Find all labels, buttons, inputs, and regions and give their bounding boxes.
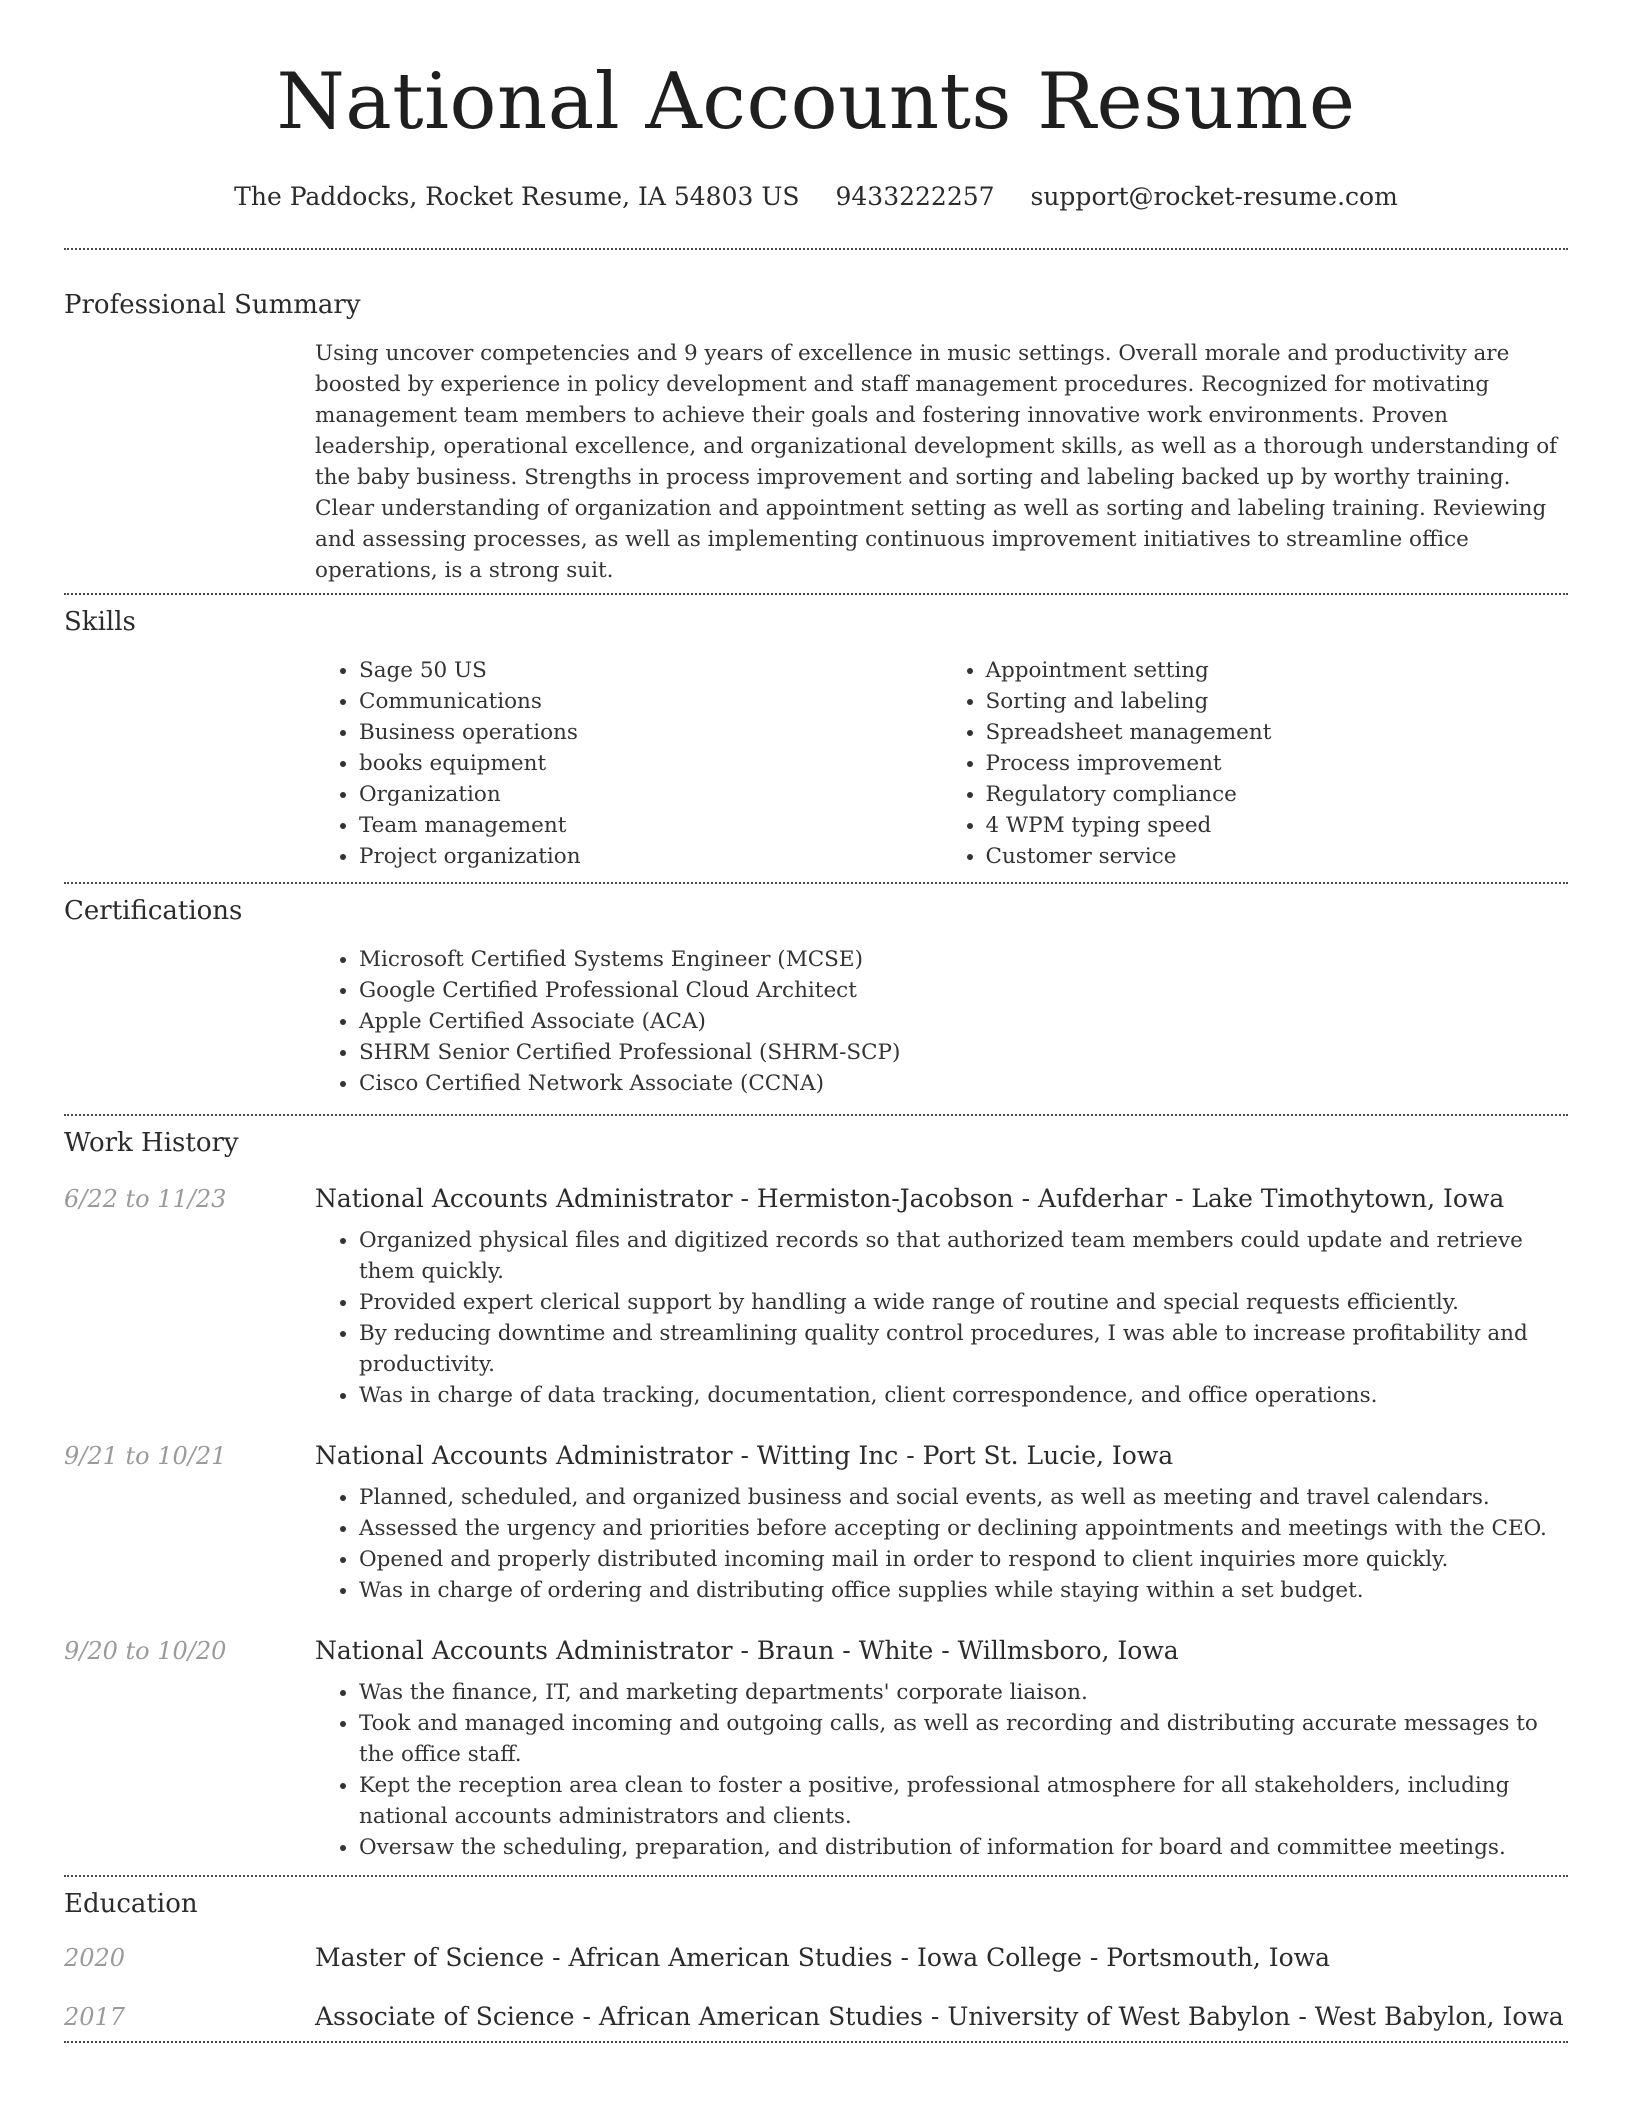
job-bullet: • By reducing downtime and streamlining quality control procedures, I was able to increase profitability and productivity. xyxy=(359,1318,1568,1380)
certification-item: • Microsoft Certified Systems Engineer (MCSE) xyxy=(359,944,1568,975)
divider xyxy=(64,1114,1568,1116)
section-title-work: Work History xyxy=(64,1128,239,1158)
job-bullets xyxy=(315,1677,1568,1863)
job-bullet: • Was in charge of ordering and distributing office supplies while staying within a set budget. xyxy=(359,1575,1568,1606)
job-header xyxy=(64,1636,1568,1665)
job-entry xyxy=(64,1636,1568,1863)
skill-item: • Regulatory compliance xyxy=(986,779,1569,810)
certifications-content xyxy=(315,944,1568,1099)
education-title: Master of Science - African American Studies - Iowa College - Portsmouth, Iowa xyxy=(315,1943,1331,1972)
education-title: Associate of Science - African American Studies - University of West Babylon - West Babylon, Iowa xyxy=(315,2002,1564,2031)
job-bullet: • Provided expert clerical support by handling a wide range of routine and special requests efficiently. xyxy=(359,1287,1568,1318)
skill-item: • Sorting and labeling xyxy=(986,686,1569,717)
job-bullet: • Opened and properly distributed incoming mail in order to respond to client inquiries more quickly. xyxy=(359,1544,1568,1575)
skill-item: • Appointment setting xyxy=(986,655,1569,686)
skills-list-left xyxy=(315,655,942,872)
resume-name: National Accounts Resume xyxy=(276,57,1356,147)
certifications-list xyxy=(315,944,1568,1099)
education-date: 2020 xyxy=(64,1944,126,1972)
certification-item: • Google Certified Professional Cloud Architect xyxy=(359,975,1568,1006)
section-title-summary: Professional Summary xyxy=(64,290,361,320)
job-header xyxy=(64,1184,1568,1213)
skill-item: • Customer service xyxy=(986,841,1569,872)
skill-item: • Team management xyxy=(359,810,942,841)
skill-item: • books equipment xyxy=(359,748,942,779)
job-bullets xyxy=(315,1225,1568,1411)
job-date: 9/20 to 10/20 xyxy=(64,1637,227,1665)
certification-item: • SHRM Senior Certified Professional (SHRM-SCP) xyxy=(359,1037,1568,1068)
skill-item: • Spreadsheet management xyxy=(986,717,1569,748)
job-bullets xyxy=(315,1482,1568,1606)
job-entry xyxy=(64,1184,1568,1411)
summary-text: Using uncover competencies and 9 years of excellence in music settings. Overall morale and productivity are boosted by experience in policy development and staff management procedures. Recognized for motivating management team members to achieve their goals and fostering innovative work environments. Proven leadership, operational excellence, and organizational development skills, as well as a thorough understanding of the baby business. Strengths in process improvement and sorting and labeling backed up by worthy training. Clear understanding of organization and appointment setting as well as sorting and labeling training. Reviewing and assessing processes, as well as implementing continuous improvement initiatives to streamline office operations, is a strong suit. xyxy=(315,341,1558,583)
skill-item: • 4 WPM typing speed xyxy=(986,810,1569,841)
divider xyxy=(64,882,1568,884)
divider xyxy=(64,593,1568,595)
skills-list-right xyxy=(942,655,1569,872)
summary-content xyxy=(315,338,1568,586)
section-title-education: Education xyxy=(64,1889,198,1919)
job-details xyxy=(315,1482,1568,1606)
job-bullet: • Assessed the urgency and priorities before accepting or declining appointments and meetings with the CEO. xyxy=(359,1513,1568,1544)
job-header xyxy=(64,1441,1568,1470)
divider xyxy=(64,1875,1568,1877)
contact-phone: 9433222257 xyxy=(835,182,995,211)
education-date: 2017 xyxy=(64,2003,126,2031)
job-details xyxy=(315,1225,1568,1411)
section-title-certifications: Certifications xyxy=(64,896,243,926)
skill-item: • Sage 50 US xyxy=(359,655,942,686)
certifications-section xyxy=(64,894,1568,1099)
skill-item: • Communications xyxy=(359,686,942,717)
skill-item: • Project organization xyxy=(359,841,942,872)
education-entry xyxy=(64,2002,1568,2031)
divider xyxy=(64,2041,1568,2043)
education-entry xyxy=(64,1943,1568,1972)
job-title: National Accounts Administrator - Witting Inc - Port St. Lucie, Iowa xyxy=(315,1441,1174,1470)
skills-grid xyxy=(315,655,1568,872)
skill-item: • Organization xyxy=(359,779,942,810)
job-title: National Accounts Administrator - Hermiston-Jacobson - Aufderhar - Lake Timothytown, Iowa xyxy=(315,1184,1505,1213)
job-bullet: • Was the finance, IT, and marketing departments' corporate liaison. xyxy=(359,1677,1568,1708)
job-bullet: • Was in charge of data tracking, documentation, client correspondence, and office operations. xyxy=(359,1380,1568,1411)
job-date: 9/21 to 10/21 xyxy=(64,1442,227,1470)
contact-line xyxy=(64,180,1568,214)
section-title-skills: Skills xyxy=(64,607,136,637)
job-bullet: • Oversaw the scheduling, preparation, and distribution of information for board and committee meetings. xyxy=(359,1832,1568,1863)
divider xyxy=(64,248,1568,250)
job-title: National Accounts Administrator - Braun - White - Willmsboro, Iowa xyxy=(315,1636,1179,1665)
contact-address: The Paddocks, Rocket Resume, IA 54803 US xyxy=(234,182,800,211)
job-bullet: • Planned, scheduled, and organized business and social events, as well as meeting and travel calendars. xyxy=(359,1482,1568,1513)
certification-item: • Apple Certified Associate (ACA) xyxy=(359,1006,1568,1037)
summary-section xyxy=(64,288,1568,586)
certification-item: • Cisco Certified Network Associate (CCNA) xyxy=(359,1068,1568,1099)
job-bullet: • Kept the reception area clean to foster a positive, professional atmosphere for all stakeholders, including national accounts administrators and clients. xyxy=(359,1770,1568,1832)
job-bullet: • Took and managed incoming and outgoing calls, as well as recording and distributing accurate messages to the office staff. xyxy=(359,1708,1568,1770)
skill-item: • Business operations xyxy=(359,717,942,748)
work-history-section xyxy=(64,1126,1568,1863)
skills-section xyxy=(64,605,1568,872)
skill-item: • Process improvement xyxy=(986,748,1569,779)
resume-page xyxy=(64,0,1568,2043)
contact-email: support@rocket-resume.com xyxy=(1030,182,1398,211)
job-entry xyxy=(64,1441,1568,1606)
education-section xyxy=(64,1887,1568,2031)
job-bullet: • Organized physical files and digitized records so that authorized team members could update and retrieve them quickly. xyxy=(359,1225,1568,1287)
job-details xyxy=(315,1677,1568,1863)
job-date: 6/22 to 11/23 xyxy=(64,1185,227,1213)
